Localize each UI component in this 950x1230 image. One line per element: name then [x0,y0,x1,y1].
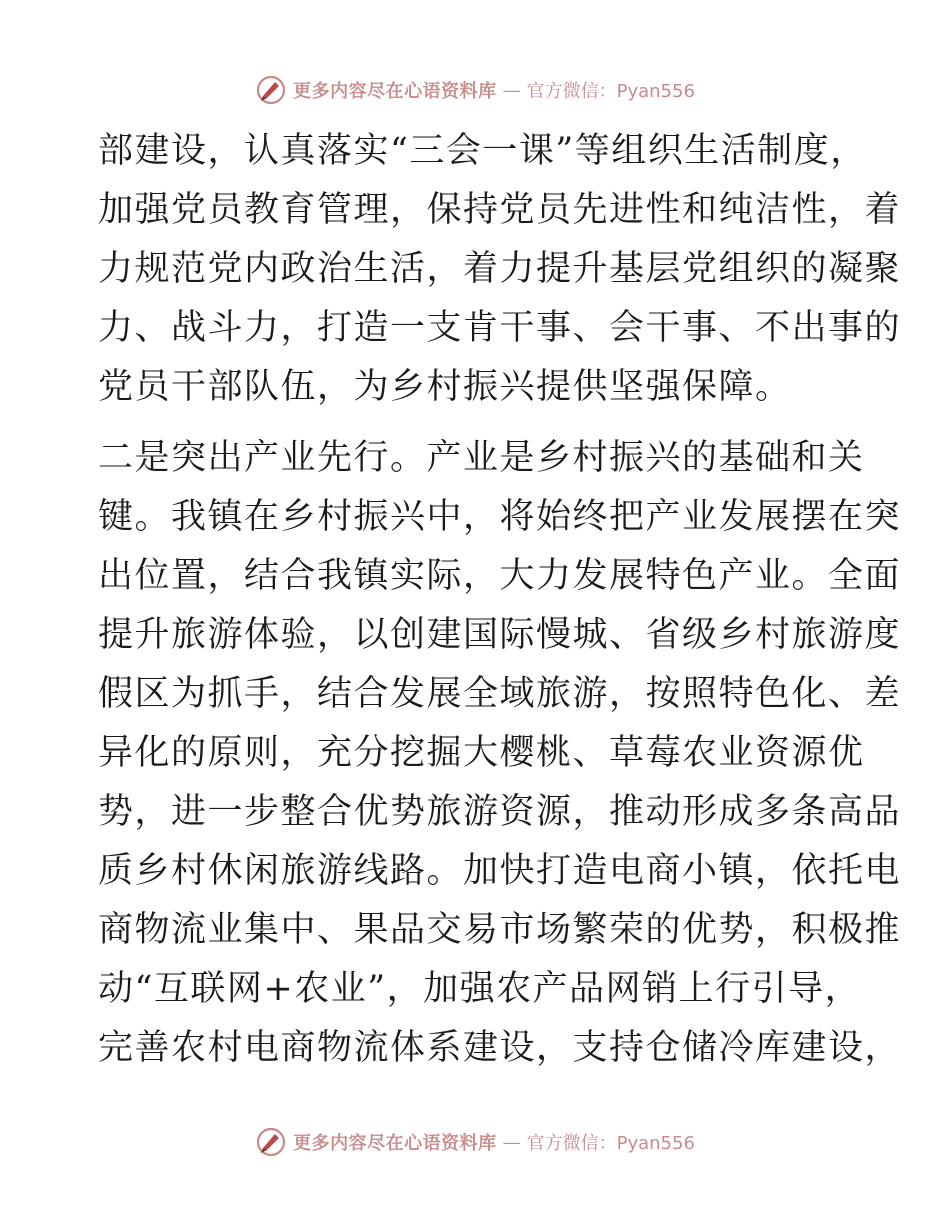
text-line: 完善农村电商物流体系建设，支持仓储冷库建设， [98,1028,902,1068]
document-body [98,122,902,1078]
text-line: 质乡村休闲旅游线路。加快打造电商小镇，依托电 [98,851,902,891]
text-line: 部建设，认真落实“三会一课”等组织生活制度， [98,131,867,171]
wechat-id: 官方微信：Pyan556 [526,81,695,102]
text-line: 商物流业集中、果品交易市场繁荣的优势，积极推 [98,910,902,950]
text-line: 假区为抓手，结合发展全域旅游，按照特色化、差 [98,674,902,714]
text-line: 二是突出产业先行。产业是乡村振兴的基础和关 [98,438,865,478]
text-line: 异化的原则，充分挖掘大樱桃、草莓农业资源优 [98,733,865,773]
paragraph-1 [98,122,902,417]
text-line: 力、战斗力，打造一支肯干事、会干事、不出事的 [98,308,902,348]
text-line: 键。我镇在乡村振兴中，将始终把产业发展摆在突 [98,497,902,537]
paragraph-2 [98,429,902,1078]
text-line: 提升旅游体验，以创建国际慢城、省级乡村旅游度 [98,615,902,655]
text-line: 加强党员教育管理，保持党员先进性和纯洁性，着 [98,190,902,230]
footer-banner [0,1122,950,1162]
pen-logo-icon [255,74,287,106]
banner-separator: — [502,79,521,101]
header-banner [0,70,950,110]
text-line: 动“互联网+农业”，加强农产品网销上行引导， [98,969,862,1009]
site-name: 更多内容尽在心语资料库 [293,1133,497,1154]
text-line: 党员干部队伍，为乡村振兴提供坚强保障。 [98,367,792,407]
banner-separator: — [502,1131,521,1153]
site-name: 更多内容尽在心语资料库 [293,81,497,102]
text-line: 出位置，结合我镇实际，大力发展特色产业。全面 [98,556,902,596]
text-line: 势，进一步整合优势旅游资源，推动形成多条高品 [98,792,902,832]
pen-logo-icon [255,1126,287,1158]
text-line: 力规范党内政治生活，着力提升基层党组织的凝聚 [98,249,902,289]
wechat-id: 官方微信：Pyan556 [526,1133,695,1154]
